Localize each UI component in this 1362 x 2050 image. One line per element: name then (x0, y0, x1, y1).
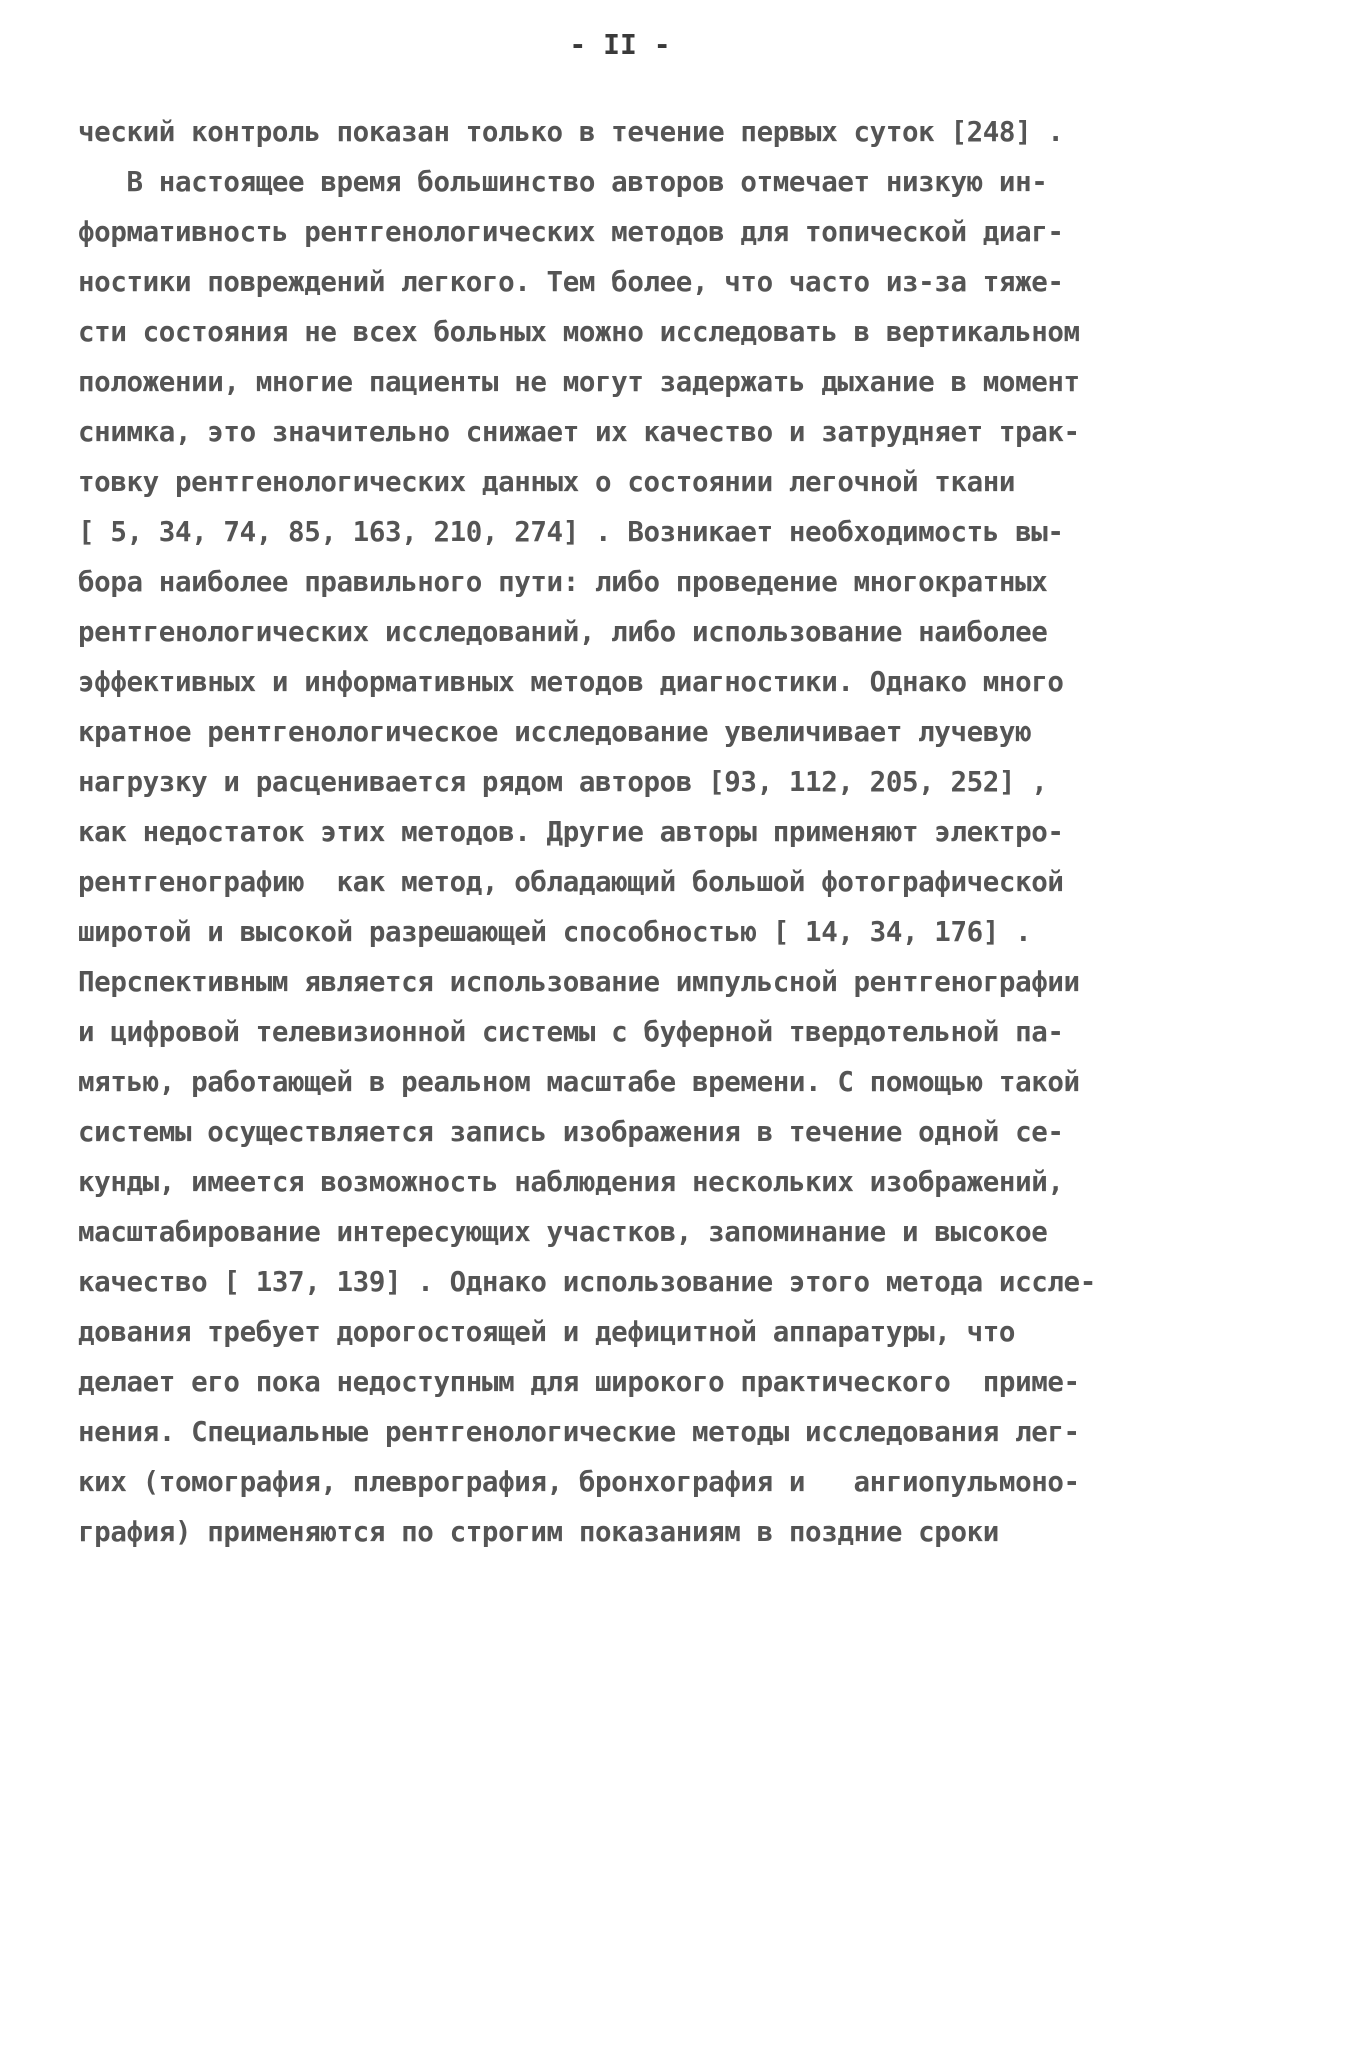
text-line: дования требует дорогостоящей и дефицитной аппаратуры, что (78, 1316, 1016, 1348)
text-line: Перспективным является использование импульсной рентгенографии (78, 966, 1080, 998)
text-line: [ 5, 34, 74, 85, 163, 210, 274] . Возникает необходимость вы- (78, 516, 1064, 548)
text-line: как недостаток этих методов. Другие авторы применяют электро- (78, 816, 1064, 848)
text-line: нагрузку и расценивается рядом авторов [93, 112, 205, 252] , (78, 766, 1048, 798)
text-line: сти состояния не всех больных можно исследовать в вертикальном (78, 316, 1080, 348)
text-line: кунды, имеется возможность наблюдения нескольких изображений, (78, 1166, 1064, 1198)
text-line: делает его пока недоступным для широкого практического приме- (78, 1366, 1080, 1398)
text-line: товку рентгенологических данных о состоянии легочной ткани (78, 466, 1016, 498)
text-line: ностики повреждений легкого. Тем более, что часто из-за тяже- (78, 266, 1064, 298)
text-line: положении, многие пациенты не могут задержать дыхание в момент (78, 366, 1080, 398)
text-line: эффективных и информативных методов диагностики. Однако много (78, 666, 1064, 698)
text-line: бора наиболее правильного пути: либо проведение многократных (78, 566, 1048, 598)
text-line: снимка, это значительно снижает их качество и затрудняет трак- (78, 416, 1080, 448)
text-line: ческий контроль показан только в течение первых суток [248] . (78, 116, 1064, 148)
text-line: В настоящее время большинство авторов отмечает низкую ин- (78, 166, 1048, 198)
text-line: кратное рентгенологическое исследование увеличивает лучевую (78, 716, 1032, 748)
page-number: - II - (569, 28, 671, 61)
text-line: системы осуществляется запись изображения в течение одной се- (78, 1116, 1064, 1148)
text-line: широтой и высокой разрешающей способностью [ 14, 34, 176] . (78, 916, 1032, 948)
text-line: формативность рентгенологических методов для топической диаг- (78, 216, 1064, 248)
text-line: нения. Специальные рентгенологические методы исследования лег- (78, 1416, 1080, 1448)
text-line: рентгенологических исследований, либо использование наиболее (78, 616, 1048, 648)
text-line: ких (томография, плеврография, бронхография и ангиопульмоно- (78, 1466, 1080, 1498)
text-line: мятью, работающей в реальном масштабе времени. С помощью такой (78, 1066, 1080, 1098)
text-line: графия) применяются по строгим показаниям в поздние сроки (78, 1516, 999, 1548)
text-line: масштабирование интересующих участков, запоминание и высокое (78, 1216, 1048, 1248)
text-line: и цифровой телевизионной системы с буферной твердотельной па- (78, 1016, 1064, 1048)
text-line: качество [ 137, 139] . Однако использование этого метода иссле- (78, 1266, 1096, 1298)
text-line: рентгенографию как метод, обладающий большой фотографической (78, 866, 1064, 898)
